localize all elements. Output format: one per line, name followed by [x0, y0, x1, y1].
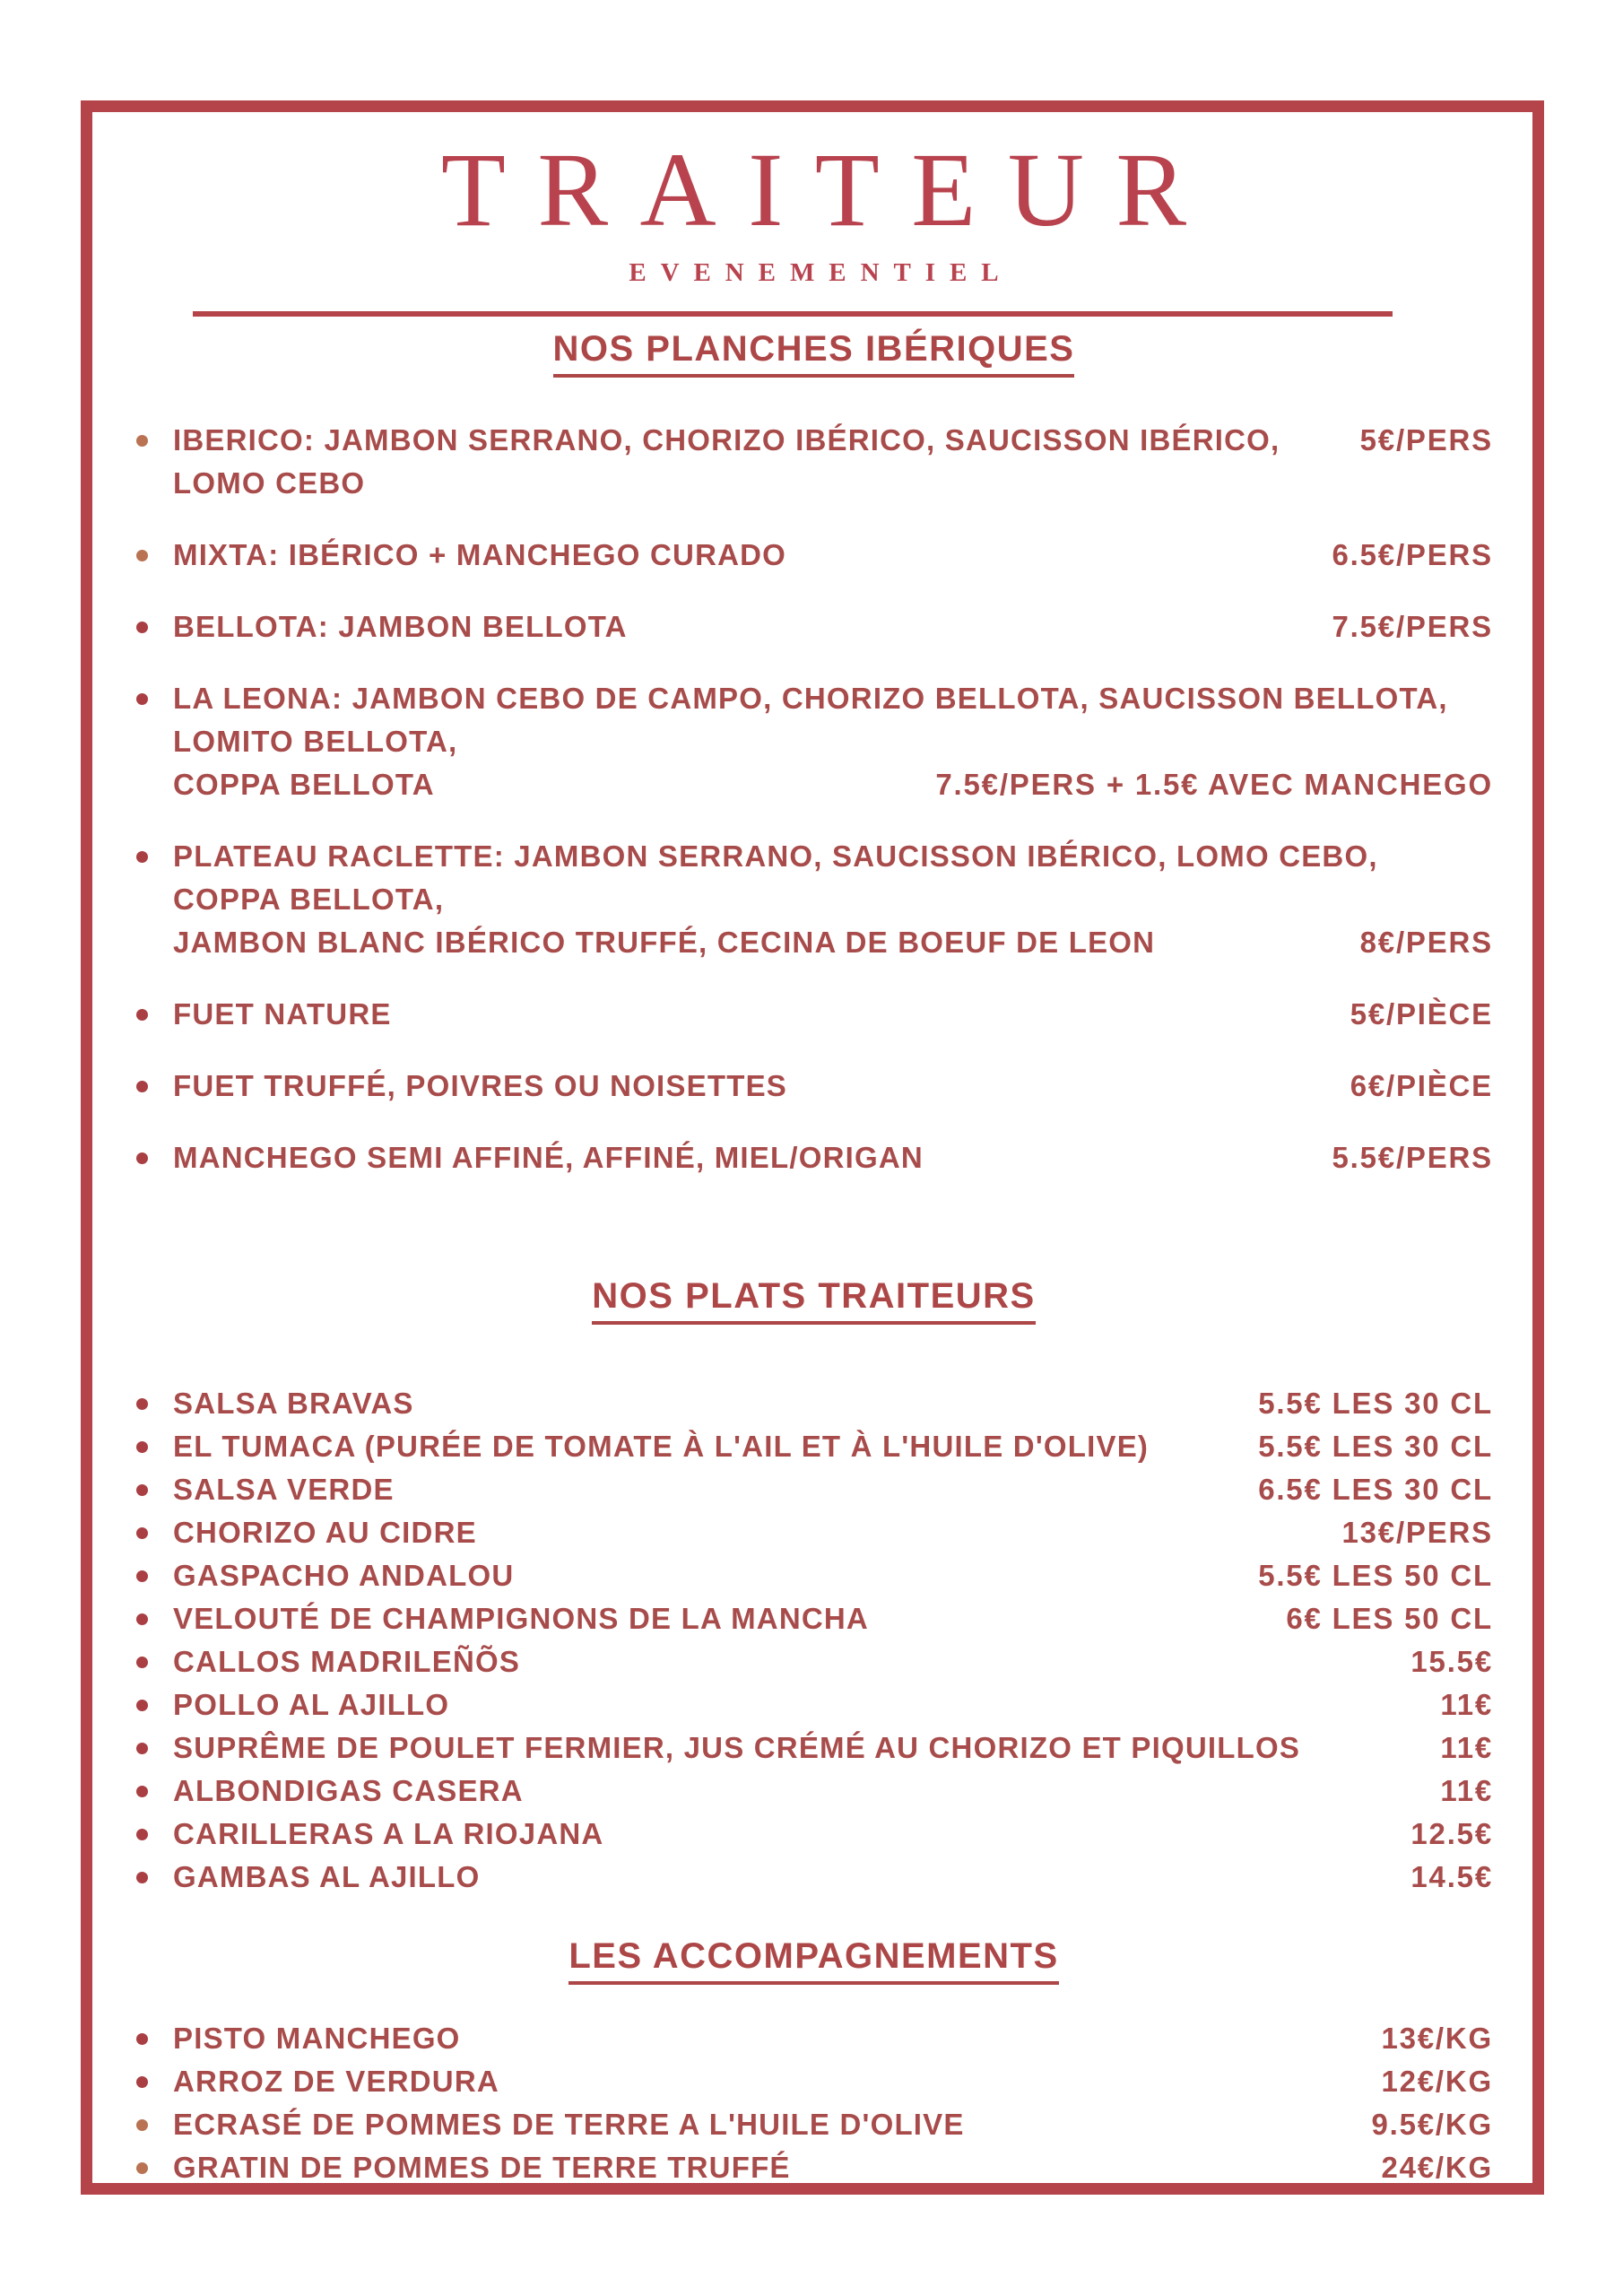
- bullet-icon: [136, 550, 148, 561]
- menu-header: [135, 131, 1493, 317]
- item-name: CARILLERAS A LA RIOJANA: [173, 1816, 604, 1850]
- item-price: 15.5€: [1410, 1644, 1493, 1678]
- item-line: [173, 1640, 1493, 1683]
- bullet-icon: [136, 1872, 148, 1883]
- item-price: 5€/PIÈCE: [1350, 996, 1493, 1031]
- menu-item: [135, 1813, 1493, 1856]
- item-line: [173, 1770, 1493, 1813]
- section-heading-text: NOS PLATS TRAITEURS: [592, 1276, 1035, 1325]
- bullet-icon: [136, 1527, 148, 1539]
- item-price: 11€: [1440, 1687, 1493, 1721]
- menu-item: [135, 835, 1493, 964]
- section-item-list: [135, 419, 1493, 1179]
- item-name-continued: JAMBON BLANC IBÉRICO TRUFFÉ, CECINA DE BOEUF DE LEON: [173, 925, 1156, 959]
- item-line: [173, 1856, 1493, 1899]
- item-body: [173, 1683, 1493, 1726]
- menu-item: [135, 2060, 1493, 2103]
- item-line: [173, 1136, 1493, 1179]
- item-name: FUET TRUFFÉ, POIVRES OU NOISETTES: [173, 1068, 787, 1102]
- item-line: [173, 419, 1493, 505]
- bullet-icon: [136, 2076, 148, 2088]
- item-body: [173, 1382, 1493, 1425]
- menu-item: [135, 1640, 1493, 1683]
- item-name: LA LEONA: JAMBON CEBO DE CAMPO, CHORIZO BELLOTA, SAUCISSON BELLOTA, LOMITO BELLOTA,: [173, 681, 1448, 758]
- item-body: [173, 1856, 1493, 1899]
- item-line: [173, 1382, 1493, 1425]
- menu-item: [135, 677, 1493, 806]
- item-line: [173, 921, 1493, 964]
- menu-item: [135, 1425, 1493, 1468]
- item-price: 11€: [1440, 1730, 1493, 1764]
- bullet-icon: [136, 1398, 148, 1410]
- item-price: 6€ LES 50 CL: [1286, 1601, 1493, 1635]
- bullet-icon: [136, 851, 148, 863]
- item-name: SUPRÊME DE POULET FERMIER, JUS CRÉMÉ AU CHORIZO ET PIQUILLOS: [173, 1730, 1301, 1764]
- item-name: BELLOTA: JAMBON BELLOTA: [173, 609, 628, 643]
- menu-item: [135, 993, 1493, 1036]
- item-line: [173, 677, 1493, 763]
- item-price: 12.5€: [1410, 1816, 1493, 1850]
- bullet-icon: [136, 435, 148, 447]
- menu-section-1: [135, 329, 1493, 1179]
- bullet-icon: [136, 2033, 148, 2045]
- bullet-icon: [136, 1152, 148, 1164]
- menu-subtitle: EVENEMENTIEL: [629, 257, 1013, 287]
- section-heading: [135, 329, 1493, 378]
- item-name: ARROZ DE VERDURA: [173, 2064, 499, 2098]
- bullet-icon: [136, 1570, 148, 1582]
- item-line: [173, 1425, 1493, 1468]
- menu-section-3: [135, 1936, 1493, 2189]
- section-heading-text: NOS PLANCHES IBÉRIQUES: [553, 329, 1075, 378]
- item-name: IBERICO: JAMBON SERRANO, CHORIZO IBÉRICO, SAUCISSON IBÉRICO, LOMO CEBO: [173, 422, 1280, 500]
- item-name: CALLOS MADRILEÑÕS: [173, 1644, 521, 1678]
- item-name: SALSA BRAVAS: [173, 1386, 414, 1420]
- menu-sections: [135, 329, 1493, 2189]
- bullet-icon: [136, 1657, 148, 1668]
- item-line: [173, 835, 1493, 921]
- item-price: 6.5€ LES 30 CL: [1258, 1472, 1493, 1506]
- item-line: [173, 1554, 1493, 1597]
- item-name: MIXTA: IBÉRICO + MANCHEGO CURADO: [173, 537, 787, 571]
- menu-item: [135, 1683, 1493, 1726]
- menu-item: [135, 1511, 1493, 1554]
- item-line: [173, 763, 1493, 806]
- menu-item: [135, 2103, 1493, 2146]
- section-heading: [135, 1936, 1493, 1985]
- menu-item: [135, 1382, 1493, 1425]
- item-body: [173, 2103, 1493, 2146]
- item-body: [173, 2017, 1493, 2060]
- item-price: 14.5€: [1410, 1859, 1493, 1893]
- bullet-icon: [136, 693, 148, 705]
- menu-item: [135, 1468, 1493, 1511]
- bullet-icon: [136, 1441, 148, 1453]
- bullet-icon: [136, 1743, 148, 1754]
- item-name: PISTO MANCHEGO: [173, 2021, 461, 2055]
- item-line: [173, 1597, 1493, 1640]
- item-line: [173, 1468, 1493, 1511]
- item-body: [173, 534, 1493, 577]
- item-name: SALSA VERDE: [173, 1472, 395, 1506]
- menu-item: [135, 1770, 1493, 1813]
- item-price: 5.5€ LES 30 CL: [1258, 1386, 1493, 1420]
- item-body: [173, 1770, 1493, 1813]
- item-body: [173, 419, 1493, 505]
- item-price: 13€/PERS: [1341, 1515, 1493, 1549]
- item-price: 6.5€/PERS: [1332, 537, 1493, 571]
- item-body: [173, 1597, 1493, 1640]
- item-line: [173, 2146, 1493, 2189]
- item-line: [173, 605, 1493, 648]
- bullet-icon: [136, 1829, 148, 1840]
- item-line: [173, 1511, 1493, 1554]
- item-name-continued: COPPA BELLOTA: [173, 767, 435, 801]
- item-line: [173, 993, 1493, 1036]
- bullet-icon: [136, 1009, 148, 1021]
- item-price: 5€/PERS: [1359, 422, 1493, 457]
- menu-item: [135, 2146, 1493, 2189]
- item-price: 12€/KG: [1381, 2064, 1493, 2098]
- section-heading: [135, 1276, 1493, 1325]
- item-line: [173, 2017, 1493, 2060]
- item-body: [173, 1065, 1493, 1108]
- bullet-icon: [136, 1081, 148, 1092]
- menu-item: [135, 419, 1493, 505]
- item-price: 6€/PIÈCE: [1350, 1068, 1493, 1102]
- item-name: GAMBAS AL AJILLO: [173, 1859, 481, 1893]
- menu-item: [135, 1726, 1493, 1770]
- item-body: [173, 605, 1493, 648]
- menu-item: [135, 534, 1493, 577]
- item-name: FUET NATURE: [173, 996, 392, 1031]
- item-body: [173, 677, 1493, 806]
- item-name: ECRASÉ DE POMMES DE TERRE A L'HUILE D'OLIVE: [173, 2107, 965, 2141]
- bullet-icon: [136, 2162, 148, 2174]
- item-name: PLATEAU RACLETTE: JAMBON SERRANO, SAUCISSON IBÉRICO, LOMO CEBO, COPPA BELLOTA,: [173, 839, 1378, 916]
- item-price: 7.5€/PERS: [1332, 609, 1493, 643]
- section-item-list: [135, 1382, 1493, 1899]
- item-line: [173, 2060, 1493, 2103]
- item-line: [173, 1683, 1493, 1726]
- header-divider-rule: [193, 311, 1393, 317]
- item-name: VELOUTÉ DE CHAMPIGNONS DE LA MANCHA: [173, 1601, 869, 1635]
- menu-item: [135, 1597, 1493, 1640]
- item-line: [173, 2103, 1493, 2146]
- item-name: GRATIN DE POMMES DE TERRE TRUFFÉ: [173, 2150, 791, 2184]
- section-item-list: [135, 2017, 1493, 2189]
- menu-content: [135, 131, 1493, 2189]
- menu-title: TRAITEUR: [440, 131, 1219, 248]
- item-body: [173, 2146, 1493, 2189]
- item-body: [173, 2060, 1493, 2103]
- item-name: POLLO AL AJILLO: [173, 1687, 450, 1721]
- item-line: [173, 1065, 1493, 1108]
- item-price: 7.5€/PERS + 1.5€ AVEC MANCHEGO: [935, 767, 1493, 801]
- menu-item: [135, 605, 1493, 648]
- bullet-icon: [136, 1484, 148, 1496]
- item-name: GASPACHO ANDALOU: [173, 1558, 515, 1592]
- item-price: 5.5€ LES 30 CL: [1258, 1429, 1493, 1463]
- item-body: [173, 1425, 1493, 1468]
- item-line: [173, 1726, 1493, 1770]
- item-price: 5.5€ LES 50 CL: [1258, 1558, 1493, 1592]
- item-body: [173, 1813, 1493, 1856]
- menu-item: [135, 1554, 1493, 1597]
- item-name: CHORIZO AU CIDRE: [173, 1515, 477, 1549]
- item-price: 8€/PERS: [1359, 925, 1493, 959]
- bullet-icon: [136, 622, 148, 633]
- item-name: MANCHEGO SEMI AFFINÉ, AFFINÉ, MIEL/ORIGAN: [173, 1140, 924, 1174]
- item-body: [173, 1468, 1493, 1511]
- item-body: [173, 1640, 1493, 1683]
- menu-section-2: [135, 1276, 1493, 1899]
- item-line: [173, 1813, 1493, 1856]
- menu-item: [135, 1856, 1493, 1899]
- item-name: EL TUMACA (PURÉE DE TOMATE À L'AIL ET À L'HUILE D'OLIVE): [173, 1429, 1150, 1463]
- menu-item: [135, 1136, 1493, 1179]
- item-price: 9.5€/KG: [1371, 2107, 1493, 2141]
- menu-item: [135, 1065, 1493, 1108]
- item-body: [173, 1136, 1493, 1179]
- item-price: 11€: [1440, 1773, 1493, 1807]
- item-body: [173, 1726, 1493, 1770]
- item-price: 24€/KG: [1381, 2150, 1493, 2184]
- menu-item: [135, 2017, 1493, 2060]
- bullet-icon: [136, 1700, 148, 1711]
- bullet-icon: [136, 1786, 148, 1797]
- bullet-icon: [136, 2119, 148, 2131]
- section-heading-text: LES ACCOMPAGNEMENTS: [568, 1936, 1058, 1985]
- item-body: [173, 993, 1493, 1036]
- item-body: [173, 835, 1493, 964]
- item-price: 5.5€/PERS: [1332, 1140, 1493, 1174]
- item-price: 13€/KG: [1381, 2021, 1493, 2055]
- bullet-icon: [136, 1613, 148, 1625]
- item-line: [173, 534, 1493, 577]
- item-body: [173, 1554, 1493, 1597]
- item-body: [173, 1511, 1493, 1554]
- item-name: ALBONDIGAS CASERA: [173, 1773, 524, 1807]
